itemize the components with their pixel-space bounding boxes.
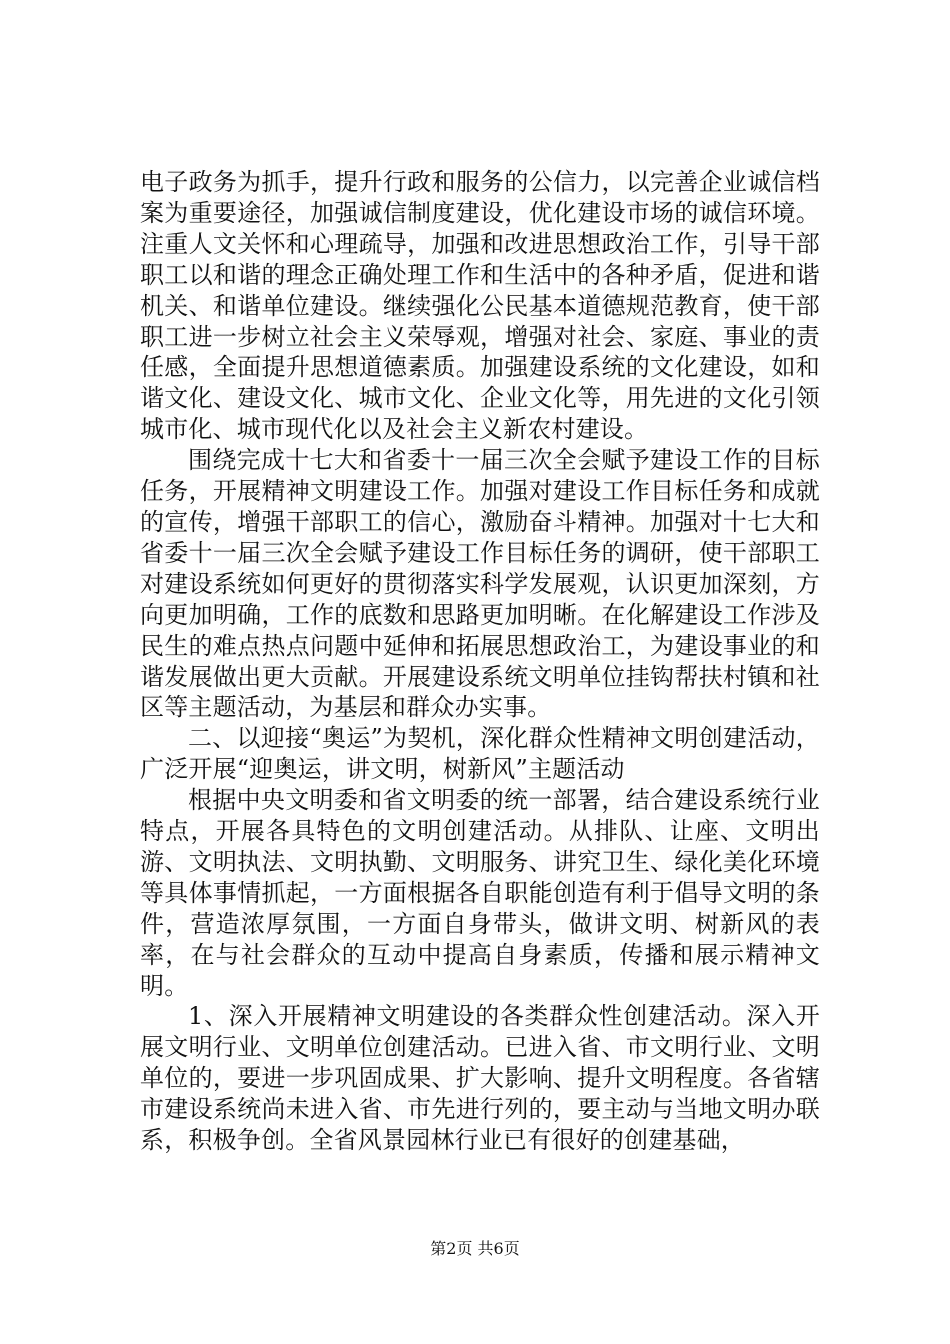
paragraph-3: 根据中央文明委和省文明委的统一部署，结合建设系统行业特点，开展各具特色的文明创建活动。从排队、让座、文明出游、文明执法、文明执勤、文明服务、讲究卫生、绿化美化环境等具体事情抓起，一方面根据各自职能创造有利于倡导文明的条件，营造浓厚氛围，一方面自身带头，做讲文明、树新风的表率，在与社会群众的互动中提高自身素质，传播和展示精神文明。 xyxy=(140,786,820,1000)
paragraph-2: 围绕完成十七大和省委十一届三次全会赋予建设工作的目标任务，开展精神文明建设工作。加强对建设工作目标任务和成就的宣传，增强干部职工的信心，激励奋斗精神。加强对十七大和省委十一届三次全会赋予建设工作目标任务的调研，使干部职工对建设系统如何更好的贯彻落实科学发展观，认识更加深刻，方向更加明确，工作的底数和思路更加明晰。在化解建设工作涉及民生的难点热点问题中延伸和拓展思想政治工，为建设事业的和谐发展做出更大贡献。开展建设系统文明单位挂钩帮扶村镇和社区等主题活动，为基层和群众办实事。 xyxy=(140,446,820,722)
page-footer: 第2页 共6页 xyxy=(430,1239,520,1258)
section-heading-2: 二、以迎接“奥运”为契机，深化群众性精神文明创建活动，广泛开展“迎奥运，讲文明，树新风”主题活动 xyxy=(140,724,820,784)
paragraph-4: 1、深入开展精神文明建设的各类群众性创建活动。深入开展文明行业、文明单位创建活动。已进入省、市文明行业、文明单位的，要进一步巩固成果、扩大影响、提升文明程度。各省辖市建设系统尚未进入省、市先进行列的，要主动与当地文明办联系，积极争创。全省风景园林行业已有很好的创建基础， xyxy=(140,1002,820,1155)
paragraph-1: 电子政务为抓手，提升行政和服务的公信力，以完善企业诚信档案为重要途径，加强诚信制度建设，优化建设市场的诚信环境。注重人文关怀和心理疏导，加强和改进思想政治工作，引导干部职工以和谐的理念正确处理工作和生活中的各种矛盾，促进和谐机关、和谐单位建设。继续强化公民基本道德规范教育，使干部职工进一步树立社会主义荣辱观，增强对社会、家庭、事业的责任感，全面提升思想道德素质。加强建设系统的文化建设，如和谐文化、建设文化、城市文化、企业文化等，用先进的文化引领城市化、城市现代化以及社会主义新农村建设。 xyxy=(140,168,820,444)
document-body xyxy=(140,167,820,1156)
